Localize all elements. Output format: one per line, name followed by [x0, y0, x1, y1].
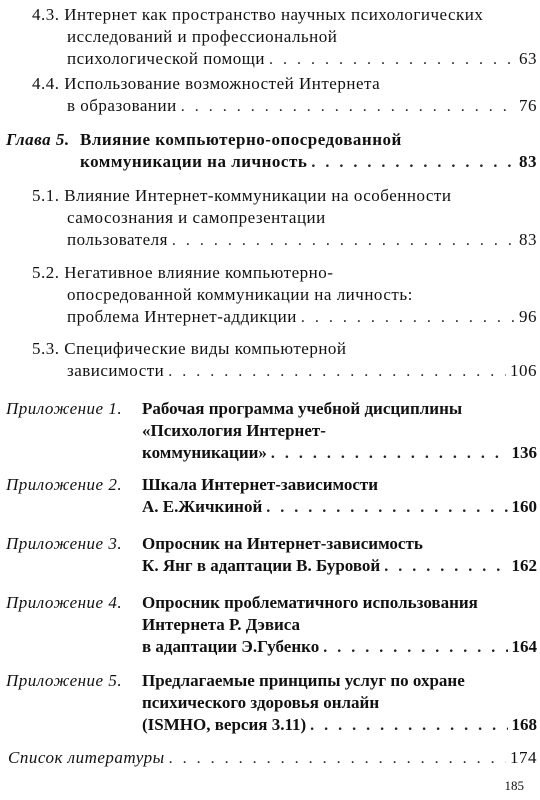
dot-leader [172, 230, 515, 252]
entry-line: зависимости [67, 361, 165, 380]
dot-leader [169, 748, 506, 770]
dot-leader [266, 497, 507, 519]
page-ref: 76 [519, 96, 537, 115]
entry-line: коммуникации на личность [80, 152, 308, 171]
entry-line: Опросник проблематичного использования [142, 593, 478, 612]
entry-line: Рабочая программа учебной дисциплины [142, 399, 463, 418]
entry-line: в образовании [67, 96, 177, 115]
toc-bibliography [8, 747, 537, 770]
toc-appendix-3 [6, 533, 537, 577]
section-number: 4.3. [32, 5, 60, 24]
entry-line: (ISMHO, версия 3.11) [142, 715, 307, 734]
toc-entry-5-1 [32, 185, 537, 252]
dot-leader [271, 443, 508, 465]
page-ref: 174 [510, 748, 537, 767]
dot-leader [181, 96, 515, 118]
bibliography-label: Список литературы [8, 748, 165, 767]
entry-line: пользователя [67, 230, 168, 249]
entry-line: самосознания и самопрезентации [67, 208, 326, 227]
page-ref: 136 [511, 443, 537, 462]
appendix-label: Приложение 4. [6, 593, 123, 612]
entry-line: Влияние компьютерно-опосредованной [80, 130, 402, 149]
dot-leader [311, 152, 515, 174]
appendix-label: Приложение 5. [6, 671, 123, 690]
toc-entry-5-3 [32, 338, 537, 383]
section-number: 5.2. [32, 263, 60, 282]
entry-line: Интернета Р. Дэвиса [142, 615, 301, 634]
entry-line: Влияние Интернет-коммуникации на особенности [64, 186, 452, 205]
toc-chapter-5 [6, 129, 537, 173]
page-ref: 96 [519, 307, 537, 326]
appendix-label: Приложение 3. [6, 534, 123, 553]
section-number: 5.1. [32, 186, 60, 205]
section-number: 4.4. [32, 74, 60, 93]
appendix-label: Приложение 1. [6, 399, 123, 418]
entry-line: Шкала Интернет-зависимости [142, 475, 379, 494]
section-number: 5.3. [32, 339, 60, 358]
appendix-label: Приложение 2. [6, 475, 123, 494]
page-ref: 164 [511, 637, 537, 656]
entry-line: исследований и профессиональной [67, 27, 338, 46]
entry-line: в адаптации Э.Губенко [142, 637, 320, 656]
entry-line: К. Янг в адаптации В. Буровой [142, 556, 381, 575]
entry-line: опосредованной коммуникации на личность: [67, 285, 413, 304]
entry-line: проблема Интернет-аддикции [67, 307, 297, 326]
chapter-label: Глава 5. [6, 130, 70, 149]
entry-line: Интернет как пространство научных психологических [64, 5, 484, 24]
entry-line: Использование возможностей Интернета [64, 74, 381, 93]
dot-leader [310, 715, 507, 737]
entry-line: Негативное влияние компьютерно- [64, 263, 334, 282]
entry-line: психологической помощи [67, 49, 265, 68]
page-ref: 83 [519, 152, 537, 171]
page-number: 185 [504, 778, 524, 793]
entry-line: психического здоровья онлайн [142, 693, 380, 712]
toc-appendix-1 [6, 398, 537, 464]
entry-line: Опросник на Интернет-зависимость [142, 534, 423, 553]
dot-leader [168, 361, 506, 383]
toc-appendix-2 [6, 474, 537, 518]
toc-entry-4-3 [32, 4, 537, 71]
dot-leader [301, 307, 515, 329]
page-ref: 106 [510, 361, 537, 380]
entry-line: Специфические виды компьютерной [64, 339, 347, 358]
entry-line: А. Е.Жичкиной [142, 497, 263, 516]
entry-line: коммуникации» [142, 443, 267, 462]
page-ref: 160 [511, 497, 537, 516]
toc-appendix-4 [6, 592, 537, 658]
page-ref: 162 [511, 556, 537, 575]
toc-entry-4-4 [32, 73, 537, 118]
dot-leader [384, 556, 507, 578]
dot-leader [323, 637, 507, 659]
toc-appendix-5 [6, 670, 537, 736]
entry-line: «Психология Интернет- [142, 421, 326, 440]
toc-entry-5-2 [32, 262, 537, 329]
page-ref: 83 [519, 230, 537, 249]
page-ref: 63 [519, 49, 537, 68]
page-ref: 168 [511, 715, 537, 734]
dot-leader [269, 49, 515, 71]
entry-line: Предлагаемые принципы услуг по охране [142, 671, 465, 690]
